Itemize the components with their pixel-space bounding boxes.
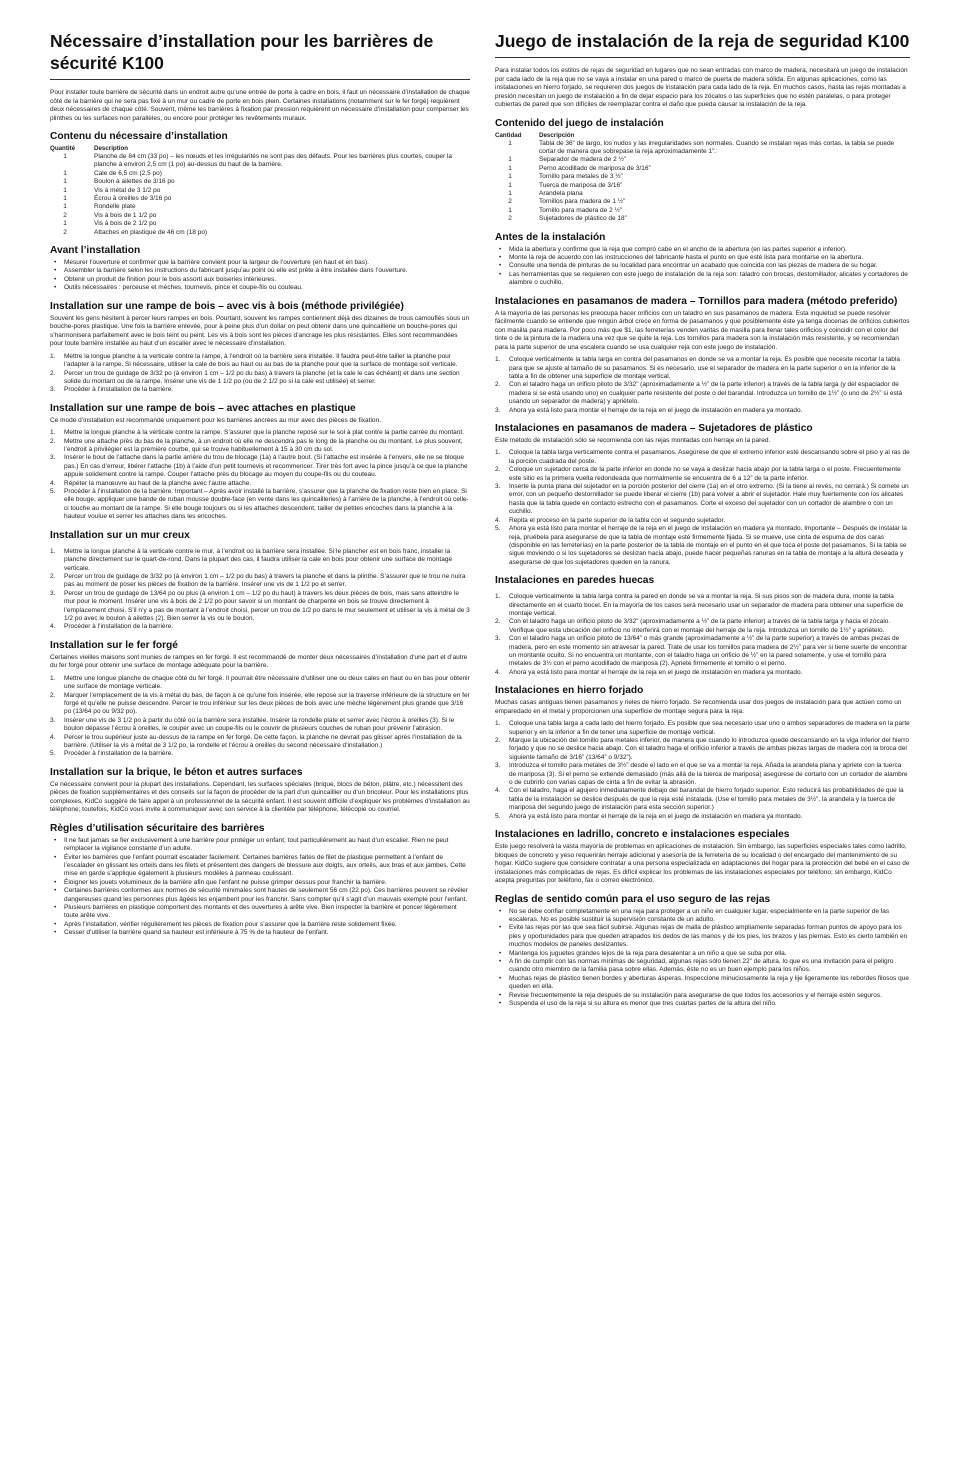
step-item [495, 720, 910, 737]
kit-desc: Vis à bois de 2 1/2 po [94, 220, 157, 228]
spacer [50, 671, 470, 674]
kit-row [50, 170, 470, 178]
bullet-item: • Consulte una tienda de pinturas de su localidad para encontrar un acabado que coincida con las piezas de madera de su hogar. [495, 262, 910, 270]
step-number: 3. [495, 406, 501, 414]
kit-row [50, 203, 470, 211]
step-number: 5. [495, 525, 501, 533]
step-number: 5. [50, 488, 56, 496]
step-text: Coloque verticalmente la tabla larga contra la pared en donde se va a montar la reja. Si sus pisos son de madera dura, monte la tabla directamente en el cuarto bocel. En la mayoría de los casos será necesario usar un separador de madera para obtener una superficie de montaje vertical. [509, 593, 904, 617]
step-item [495, 593, 910, 618]
desc-column-label: Descripción [539, 131, 575, 139]
step-list [50, 429, 470, 521]
bullet-item: • A fin de cumplir con las normas mínimas de seguridad, algunas rejas sólo tienen 22” de altura, lo que es una invitación para el peligro cuando otro miembro de la familia pasa sobre ellas. Además, éste no es un buen ejemplo para los niños. [495, 958, 910, 975]
kit-qty: 1 [508, 181, 512, 189]
step-number: 1. [50, 429, 56, 437]
spanish-column [495, 30, 910, 1008]
step-item [495, 517, 910, 525]
kit-row [495, 173, 910, 181]
step-text: Insérer une vis de 3 1/2 po à partir du côté où la barrière sera installée. Insérer la rondelle plate et serrer avec l’écrou à oreilles (3). Si le boulon dépasse l’écrou à oreilles, le couper avec un coupe-fils ou le couvrir de plusieurs couches de ruban pour prévenir l’abrasion. [64, 716, 455, 733]
before-list [495, 246, 910, 288]
step-item [50, 353, 470, 370]
spacer [50, 425, 470, 428]
section-intro: Muchas casas antiguas tienen pasamanos y rieles de hierro forjado. Se recomienda usar dos juegos de instalación para que actúen como un emparedado en el metal y proporcionen una superficie de montaje segura para la reja. [495, 699, 902, 715]
kit-desc: Cale de 6,5 cm (2,5 po) [94, 169, 162, 177]
bullet-item: • Las herramientas que se requieren con este juego de instalación de la reja son: taladro con brocas, destornillador, alicates y cortadores de alambre o cuchillo. [495, 271, 910, 288]
step-number: 4. [50, 623, 56, 631]
desc-column-label: Description [94, 145, 129, 152]
step-item [495, 762, 910, 787]
kit-qty: 1 [63, 178, 67, 186]
section-heading-s2: Installation sur une rampe de bois – avec attaches en plastique [50, 402, 356, 414]
qty-column-label: Quantité [50, 145, 76, 152]
section-heading-s6: Reglas de sentido común para el uso seguro de las rejas [495, 893, 771, 905]
step-list [50, 675, 470, 759]
kit-row [495, 165, 910, 173]
bullet-item: • Après l’installation, vérifier régulièrement les pièces de fixation pour s’assurer que la barrière reste solidement fixée. [50, 921, 470, 929]
kit-row [495, 198, 910, 206]
kit-desc: Planche de 84 cm (33 po) – les nœuds et les irrégularités ne sont pas des défauts. Pour les barrières plus courtes, couper la planche à environ 2,5 cm (1 po) au-dessus du haut de la barrière. [94, 153, 453, 169]
kit-qty: 1 [508, 164, 512, 172]
bullet-item: • Éloigner les jouets volumineux de la barrière afin que l’enfant ne puisse grimper dessus pour franchir la barrière. [50, 879, 470, 887]
bullet-item: • Evite las rejas por las que sea fácil subirse. Algunas rejas de malla de plástico ampliamente separadas forman puntos de apoyo para los pies y oportunidades para que queden atrapados los dedos de las manos y de los pies, los brazos y las piernas. Esto es cierto también en muchos modelos de paneles deslizantes. [495, 924, 910, 949]
step-text: Coloque la tabla larga verticalmente contra el pasamanos. Asegúrese de que el extremo inferior esté descansando sobre el piso y al ras de la porción cuadrada del poste. [509, 449, 910, 465]
spacer [495, 589, 910, 592]
kit-row [495, 207, 910, 215]
step-item [495, 787, 910, 812]
step-list [495, 593, 910, 677]
step-text: Con el taladro haga un orificio piloto de 3/32” (aproximadamente a ½” de la parte inferior) a través de la tabla larga (y del espaciador de madera si se está usando uno) en cualquier parte resistente del poste o del barandal. Introduzca un tornillo de 1½” (o uno de 2½” si está usando un separador de madera) y apriételo. [509, 381, 903, 406]
step-item [50, 717, 470, 734]
step-text: Introduzca el tornillo para metales de 3½” desde el lado en el que se va a montar la reja. Añada la arandela plana y apriete con la tuerca de mariposa (3). Si el perno se extiende demasiado (más allá de la tuerca de mariposa) asegúrese de cortarlo con un cortador de alambre o de cubrirlo con varias capas de cinta a fin de evitar la abrasión. [509, 762, 908, 787]
step-text: Repita el proceso en la parte superior de la tabla con el segundo sujetador. [509, 516, 726, 524]
section-heading-kit: Contenu du nécessaire d’installation [50, 131, 228, 142]
step-item [495, 407, 910, 415]
step-item [50, 734, 470, 751]
step-number: 3. [50, 716, 56, 724]
section-intro: Certaines vieilles maisons sont munies de rampes en fer forgé. Il est recommandé de monter deux nécessaires d’installation d’une part et d’autre du fer forgé pour obtenir une surface de montage adéquate pour la barrière. [50, 653, 468, 670]
step-text: Marquer l’emplacement de la vis à métal du bas, de façon à ce qu’une fois insérée, elle repose sur la traverse inférieure de la structure en fer forgé et qu’elle ne puisse descendre. Percer le trou inférieur sur les deux pièces de bois avec une mèche légèrement plus grande que 3/16 po (13/64 po ou 9/32 po). [64, 691, 470, 716]
section-heading-before: Avant l’installation [50, 245, 141, 257]
rule-list [50, 837, 470, 938]
kit-desc: Tornillos para madera de 1 ½” [539, 198, 626, 206]
bullet-item: • Mida la abertura y confirme que la reja que compró cabe en el ancho de la abertura (en las partes superior e inferior). [495, 246, 910, 254]
kit-desc: Vis à bois de 1 1/2 po [94, 211, 157, 219]
section-heading-s5: Instalaciones en ladrillo, concreto e instalaciones especiales [495, 829, 790, 841]
step-item [50, 692, 470, 717]
bullet-item: • Éviter les barrières que l’enfant pourrait escalader facilement. Certaines barrières faites de filet de plastique permettent à l’enfant de l’escalader en glissant les orteils dans les filets et présentent des dangers de blessure aux doigts, aux orteils, aux bras et aux jambes. Cette mise en garde s’applique également à plusieurs modèles à panneau coulissant. [50, 854, 470, 879]
section-heading-s3: Instalaciones en paredes huecas [495, 575, 655, 587]
document-title: Juego de instalación de la reja de seguridad K100 [495, 30, 910, 58]
kit-desc: Attaches en plastique de 46 cm (18 po) [94, 228, 208, 236]
step-item [495, 483, 910, 517]
step-list [495, 449, 910, 567]
step-text: Percer le trou supérieur juste au-dessus de la rampe en fer forgé. De cette façon, la planche ne devrait pas glisser après l’installation de la barrière. (Utiliser la vis à métal de 3 1/2 po, la rondelle et l’écrou à oreilles du second nécessaire d’installation.) [64, 733, 462, 749]
bullet-item: • Mantenga los juguetes grandes lejos de la reja para desalentar a un niño a que se suba por ella. [495, 950, 910, 958]
step-text: Coloque un sujetador cerca de la parte inferior en donde no se vaya a deslizar hacia abajo por la tabla larga o el poste. Frecuentemente este sitio es la primera vuelta redondeada que normalmente se encuentra de 6 a 12” de la parte inferior. [509, 466, 901, 482]
section-heading-kit: Contenido del juego de instalación [495, 117, 664, 129]
section-intro: Souvent les gens hésitent à percer leurs rampes en bois. Pourtant, souvent les rampes contiennent déjà des dizaines de trous camouflés sous un bouche-pores plastique. Une fois la barrière enlevée, pour à peine plus d’un dollar on peut obtenir dans une quincaillerie un bouche-pores qui s’harmonisera parfaitement avec le bois teint ou peint. Les vis à bois sont les pièces d’ancrage les plus résistantes. Elles sont recommandées pour toute barrière installée au haut d’un escalier avec le nécessaire d’installation. [50, 314, 470, 348]
spacer [495, 445, 910, 448]
kit-qty: 1 [63, 203, 67, 211]
kit-desc: Tornillo para madera de 2 ½” [539, 206, 623, 214]
step-item [50, 429, 470, 437]
step-number: 5. [495, 812, 501, 820]
section-intro: Ce mode d’installation est recommandé uniquement pour les barrières ancrées au mur avec des pièces de fixation. [50, 416, 381, 424]
spacer [495, 352, 910, 355]
step-text: Percer un trou de guidage de 3/32 po (à environ 1 cm – 1/2 po du bas) à travers la planche et dans la plinthe. S’assurer que le trou ne nuira pas au moment de poser les pièces de fixation de la barrière. Insérer une vis de 1 1/2 po et serrer. [64, 572, 466, 589]
step-text: Ahora ya está listo para montar el herraje de la reja en el juego de instalación en madera ya montado. [509, 668, 803, 676]
step-text: Ahora ya está listo para montar el herraje de la reja en el juego de instalación en madera ya montado. Importante – Después de instalar la reja, pruébela para asegurarse de que la tabla de montaje esté firmemente fijada. Si se mueve, use cinta de espuma de dos caras (disponible en las ferreterías) en la parte posterior de la tabla de montaje en el punto en el que toca el poste del pasamanos. Si la tabla se sigue moviendo o si los sujetadores se deslizan hacia abajo, puede hacer pequeñas ranuras en la tabla de montaje a la altura deseada y asegurarse de que los sujetadores queden en la ranura. [509, 525, 907, 566]
step-item [495, 449, 910, 466]
rule-list [495, 908, 910, 1009]
step-text: Mettre une longue planche de chaque côté du fer forgé. Il pourrait être nécessaire d’utiliser une ou deux cales en haut ou en bas pour obtenir une surface de montage verticale. [64, 674, 470, 691]
step-number: 2. [50, 572, 56, 580]
section-heading-s3: Installation sur un mur creux [50, 529, 190, 541]
step-number: 3. [50, 386, 56, 394]
step-number: 1. [50, 674, 56, 682]
bullet-item: • Suspenda el uso de la reja si su altura es menor que tres cuartas partes de la altura del niño. [495, 1000, 910, 1008]
kit-desc: Rondelle plate [94, 203, 136, 211]
step-number: 2. [495, 466, 501, 474]
bullet-item: • Obtenir un produit de finition pour le bois assorti aux boiseries intérieures. [50, 276, 470, 284]
bullet-item: • Certaines barrières conformes aux normes de sécurité minimales sont hautes de seulement 56 cm (22 po). Ces barrières peuvent se révéler dangereuses quand les personnes plus âgées les enjambent pour les franchir. Sans compter qu’il s’agit d’un mauvais exemple pour l’enfant. [50, 887, 470, 904]
step-item [50, 623, 470, 631]
bullet-item: • No se debe confiar completamente en una reja para proteger a un niño en cualquier lugar, especialmente en la parte superior de las escaleras. No es posible sustituir la supervisión constante de un adulto. [495, 908, 910, 925]
step-number: 2. [495, 737, 501, 744]
bullet-item: • Revise frecuentemente la reja después de su instalación para asegurarse de que todos los accesorios y el herraje estén seguros. [495, 992, 910, 1000]
section-heading-s1: Installation sur une rampe de bois – avec vis à bois (méthode privilégiée) [50, 300, 404, 312]
intro-paragraph: Pour installer toute barrière de sécurité dans un endroit autre qu’une entrée de porte à cadre en bois, il faut un nécessaire d’installation de chaque côté de la barrière qui ne sera pas fixé à un mur ou cadre de porte en bois plein. Certaines installations (notamment sur le fer forgé) requièrent deux nécessaires de chaque côté. Souvent, même les barrières à fixation par pression requièrent un nécessaire d’installation pour compenser les plinthes ou les surfaces non parallèles, ou encore pour protéger les revêtements muraux. [50, 89, 470, 122]
step-item [50, 386, 470, 394]
step-number: 4. [495, 668, 501, 676]
kit-qty: 1 [63, 195, 67, 203]
section-heading-s6: Règles d’utilisation sécuritaire des barrières [50, 822, 265, 834]
step-number: 1. [50, 352, 56, 360]
kit-desc: Tornillo para metales de 3 ½” [539, 173, 623, 181]
kit-qty: 2 [63, 228, 67, 236]
kit-qty: 1 [508, 206, 512, 214]
step-text: Ahora ya está listo para montar el herraje de la reja en el juego de instalación en madera ya montado. [509, 812, 803, 820]
section-heading-s1: Instalaciones en pasamanos de madera – Tornillos para madera (método preferido) [495, 295, 898, 307]
step-number: 1. [50, 547, 56, 555]
section-intro: Este juego resolverá la vasta mayoría de problemas en aplicaciones de instalación. Sin embargo, las superficies especiales tales como ladrillo, bloques de concreto y yeso requerirán herraje adicional y asesoría de la ferretería de su localidad o del encargado del mantenimiento de su hogar. KidCo sugiere que considere contratar a una persona especializada en adaptaciones del hogar para la protección del bebé en el caso de instalaciones más complicadas de rejas. Es difícil explicar los problemas de las instalaciones especiales por teléfono; sin embargo, KidCo acepta preguntas por teléfono, fax o correo electrónico. [495, 843, 910, 885]
step-item [50, 590, 470, 624]
kit-row [495, 215, 910, 223]
document-title: Nécessaire d’installation pour les barrières de sécurité K100 [50, 30, 470, 80]
step-item [495, 669, 910, 677]
step-number: 2. [495, 618, 501, 626]
section-heading-s4: Instalaciones en hierro forjado [495, 685, 644, 697]
section-heading-s5: Installation sur la brique, le béton et autres surfaces [50, 766, 303, 778]
step-text: Coloque verticalmente la tabla larga en contra del pasamanos en donde se va a montar la reja. Es posible que necesite recortar la tabla para que se ajuste al tamaño de su pasamanos. Si es necesario, use el separador de madera en la parte superior o en la inferior de la tabla a fin de obtener una superficie de montaje vertical. [509, 356, 900, 380]
bullet-item: • Assembler la barrière selon les instructions du fabricant jusqu’au point où elle est prête à être installée dans l’ouverture. [50, 267, 470, 275]
step-item [50, 370, 470, 387]
intro-paragraph: Para instalar todos los estilos de rejas de seguridad en lugares que no sean entradas con marco de madera, necesitará un juego de instalación por cada lado de la reja que no se vaya a instalar en una pared o marco de puerta de madera sólida. En algunas aplicaciones, como las instalaciones en hierro forjado, se requieren dos juegos de instalación para cada lado de la reja. En muchos casos, hasta las rejas montadas a presión necesitan un juego de instalación a fin de dejar espacio para los zócalos o las superficies que no estén paralelas, o para proteger cubiertas de pared que son difíciles de reemplazar contra el daño que pueda causar la instalación de la reja. [495, 67, 908, 108]
kit-desc: Tuerca de mariposa de 3/16” [539, 181, 623, 189]
spacer [50, 349, 470, 352]
kit-qty: 1 [63, 220, 67, 228]
step-list [50, 353, 470, 395]
kit-qty: 2 [508, 198, 512, 206]
bullet-item: • Outils nécessaires : perceuse et mèches, tournevis, pince et coupe-fils ou couteau. [50, 284, 470, 292]
step-number: 3. [495, 635, 501, 643]
french-column [50, 30, 470, 938]
kit-qty: 1 [508, 173, 512, 181]
step-number: 4. [50, 733, 56, 741]
step-item [495, 356, 910, 381]
section-intro: Este método de instalación sólo se recomienda con las rejas montadas con herraje en la pared. [495, 436, 771, 444]
kit-row [50, 153, 470, 170]
step-number: 5. [50, 750, 56, 758]
step-text: Con el taladro haga un orificio piloto de 13/64” o más grande (aproximadamente a ½” de la parte superior) a través de ambas piezas de madera, pero en este momento sin atravesar la pared. Trate de usar los tornillos para madera de 2½” para ver si tiene suerte de encontrar un montante oculto. Si no encuentra un montante, con el taladro haga un orificio de ½” en la pared solamente, y use el tornillo para metales de 3½ con el perno acodillado de mariposa (2). Apriete firmemente el tornillo o el perno. [509, 635, 908, 668]
step-number: 3. [495, 762, 501, 770]
step-number: 1. [495, 356, 501, 364]
section-intro: A la mayoría de las personas les preocupa hacer orificios con un taladro en sus pasamanos de madera. Esta inquietud se puede resolver fácilmente cuando se entiende que ningún árbol crece en forma de pasamanos y que posiblemente éste ya tenga docenas de orificios cubiertos con masilla para madera. Por poco más que $1, las ferreterías venden varitas de masilla para llenar tales orificios y coincidir con el color del tinte o de la pintura de la madera una vez que se quite la reja. Los tornillos para madera son la instalación más resistente, y se recomiendan para la parte superior de una escalera cuando se usa cualquier reja con este juego de instalación. [495, 309, 910, 351]
step-number: 3. [495, 483, 501, 491]
section-heading-s2: Instalaciones en pasamanos de madera – Sujetadores de plástico [495, 422, 813, 434]
step-text: Inserte la punta plana del sujetador en la porción posterior del cierre (1a) en el otro extremo. (Si la tiene al revés, no cerrará.) Si comete un error, con un pequeño destornillador se puede liberar el cierre (1b) para volver a abrir el sujetador. Hale muy fuertemente con los alicates hasta que la tabla quede en contacto estrecho con el pasamanos. Corte el exceso del sujetador con un cortador de alambre o con un cuchillo. [509, 483, 909, 516]
bullet-item: • Mesurer l’ouverture et confirmer que la barrière convient pour la largeur de l’ouverture (en haut et en bas). [50, 259, 470, 267]
step-number: 2. [495, 381, 501, 389]
step-item [50, 454, 470, 479]
kit-qty: 1 [508, 156, 512, 164]
before-list [50, 259, 470, 293]
kit-desc: Perno acodillado de mariposa de 3/16” [539, 164, 651, 172]
section-heading-s4: Installation sur le fer forgé [50, 639, 178, 651]
step-text: Procéder à l’installation de la barrière. Important – Après avoir installé la barrière, s’assurer que la planche de fixation reste bien en place. Si elle bouge, appliquer une bande de ruban mousse double-face (en vente dans les quincailleries) à l’arrière de la planche, à l’endroit où celle-ci touche au montant de la rampe. Si elle bouge toujours ou si les attaches descendent, tailler de petites encoches dans la planche à la hauteur voulue et serrer les attaches dans les encoches. [64, 488, 469, 521]
step-number: 4. [495, 516, 501, 524]
step-number: 2. [50, 691, 56, 699]
step-number: 4. [495, 787, 501, 795]
kit-desc: Sujetadores de plástico de 18” [539, 215, 627, 223]
bullet-item: • Il ne faut jamais se fier exclusivement à une barrière pour protéger un enfant, tout particulièrement au haut d’un escalier. Rien ne peut remplacer la vigilance constante d’un adulte. [50, 837, 470, 854]
step-list [50, 548, 470, 632]
step-text: Ahora ya está listo para montar el herraje de la reja en el juego de instalación en madera ya montado. [509, 406, 803, 414]
kit-desc: Vis à métal de 3 1/2 po [94, 186, 161, 194]
section-heading-before: Antes de la instalación [495, 231, 606, 243]
step-item [495, 618, 910, 635]
step-number: 2. [50, 369, 56, 377]
kit-row [495, 182, 910, 190]
kit-row [495, 140, 910, 157]
step-item [50, 750, 470, 758]
step-item [495, 381, 910, 406]
bullet-item: • Monte la reja de acuerdo con las instrucciones del fabricante hasta el punto en que esté lista para montarse en la abertura. [495, 254, 910, 262]
step-text: Mettre la longue planche à la verticale contre le mur, à l’endroit où la barrière sera installée. Si le plancher est en bois franc, installer la planche directement sur le quart-de-rond. Dans la plupart des cas, il faudra utiliser la cale en bois pour obtenir une surface de montage verticale. [64, 547, 453, 572]
kit-desc: Arandela plana [539, 189, 583, 197]
step-text: Procéder à l’installation de la barrière. [64, 623, 174, 631]
step-number: 4. [50, 479, 56, 487]
kit-row [50, 187, 470, 195]
step-number: 1. [495, 593, 501, 601]
step-item [50, 548, 470, 573]
step-number: 1. [495, 720, 501, 728]
step-text: Mettre une attache près du bas de la planche, à un endroit où elle ne descendra pas le long de la planche ou du montant. Le plus souvent, l’endroit à privilégier est la première courbe, qui se trouve habituellement à 15 à 30 cm du sol. [64, 437, 463, 454]
step-text: Mettre la longue planche à la verticale contre la rampe, à l’endroit où la barrière sera installée. Il faudra peut-être tailler la planche pour l’adapter à la rampe. Si nécessaire, utiliser la cale de bois au haut ou au bas de la planche pour que la surface de montage soit verticale. [64, 352, 458, 369]
step-number: 3. [50, 589, 56, 597]
kit-row [50, 229, 470, 237]
qty-column-label: Cantidad [495, 131, 522, 139]
step-list [495, 720, 910, 821]
kit-qty: 1 [508, 189, 512, 197]
bullet-item: • Plusieurs barrières en plastique comportent des montants et des ouvertures à arête vive. Bien inspecter la barrière et poncer légèrement toute arête vive. [50, 904, 470, 921]
section-intro: Ce nécessaire convient pour la plupart des installations. Cependant, les surfaces spéciales (brique, blocs de béton, plâtre, etc.) nécessitent des pièces de fixation supplémentaires et des conseils sur la façon de procéder de la part d’un quincaillier ou d’un bricoleur. Pour les installations plus complexes, KidCo suggère de faire appel à un professionnel de la sécurité enfant. Il est souvent difficile d’expliquer les problèmes d’installation au téléphone; toutefois, KidCo vous invite à communiquer avec son service à la clientèle par téléphone, télécopie ou courriel. [50, 780, 470, 814]
step-text: Con el taladro haga un orificio piloto de 3/32” (aproximadamente a ½” de la parte inferior) a través de la tabla larga y hacia el zócalo. Verifique que esta ubicación del orificio no interferirá con el montaje del herraje de la reja. Introduzca un tornillo de 1½” y apriételo. [509, 618, 891, 634]
step-item [495, 737, 910, 762]
kit-qty: 1 [63, 169, 67, 177]
spacer [50, 544, 470, 547]
kit-desc: Tabla de 36” de largo, los nudos y las irregularidades son normales. Cuando se instalan rejas más cortas, la tabla se puede cortar de manera que sobrepase la reja aproximadamente 1”. [539, 139, 895, 155]
step-number: 2. [50, 437, 56, 445]
step-text: Marque la ubicación del tornillo para metales inferior, de manera que cuando lo introduzca quede descansando en la viga inferior del hierro forjado y que no se deslice hacia abajo. Con el taladro haga el orificio inferior a través de ambas piezas largas de madera con la broca del siguiente tamaño de 3/16” (13/64” o 9/32”). [509, 737, 909, 761]
bullet-item: • Cesser d’utiliser la barrière quand sa hauteur est inférieure à 75 % de la hauteur de l’enfant. [50, 929, 470, 937]
step-item [50, 573, 470, 590]
kit-row [50, 195, 470, 203]
kit-qty: 2 [508, 215, 512, 223]
step-text: Répéter la manœuvre au haut de la planche avec l’autre attache. [64, 479, 252, 487]
kit-table-header [495, 132, 910, 140]
spacer [495, 716, 910, 719]
kit-row [50, 212, 470, 220]
step-item [495, 525, 910, 567]
step-item [50, 488, 470, 522]
kit-row [495, 156, 910, 164]
kit-desc: Boulon à ailettes de 3/16 po [94, 178, 175, 186]
step-number: 1. [495, 449, 501, 457]
step-text: Percer un trou de guidage de 13/64 po ou plus (à environ 1 cm – 1/2 po du haut) à travers les deux pièces de bois, mais sans atteindre le mur pour le moment. Insérer une vis à bois de 2 1/2 po pour savoir si un montant de charpente en bois se trouve directement à l’emplacement choisi. S’il n’y a pas de montant à l’endroit choisi, percer un trou de 1/2 po dans le mur seulement et utiliser la vis à métal de 3 1/2 po avec le boulon à ailettes (2). Bien serrer la vis ou le boulon. [64, 589, 470, 622]
kit-qty: 1 [63, 153, 67, 160]
step-list [495, 356, 910, 415]
kit-qty: 2 [63, 211, 67, 219]
kit-table-header [50, 145, 470, 153]
step-item [495, 813, 910, 821]
step-text: Mettre la longue planche à la verticale contre la rampe. S’assurer que la planche repose sur le sol à plat contre la partie carrée du montant. [64, 429, 464, 437]
kit-qty: 1 [63, 186, 67, 194]
kit-row [50, 178, 470, 186]
step-item [50, 438, 470, 455]
step-item [50, 480, 470, 488]
step-text: Percer un trou de guidage de 3/32 po (à environ 1 cm – 1/2 po du bas) à travers la planche (et la cale le cas échéant) et dans une section solide du montant ou de la rampe. Insérer une vis de 1 1/2 po (ou de 2 1/2 po si la cale est utilisée) et serrer. [64, 369, 460, 385]
step-text: Procéder à l’installation de la barrière. [64, 386, 174, 394]
kit-row [50, 220, 470, 228]
kit-qty: 1 [508, 139, 512, 147]
kit-desc: Écrou à oreilles de 3/16 po [94, 195, 172, 203]
step-item [50, 675, 470, 692]
step-item [495, 466, 910, 483]
kit-desc: Separador de madera de 2 ½” [539, 156, 627, 164]
bullet-item: • Muchas rejas de plástico tienen bordes y aberturas ásperas. Inspeccione minuciosamente la reja y lije ligeramente los rebordes filosos que queden en ella. [495, 975, 910, 992]
step-text: Insérer le bout de l’attache dans la partie arrière du trou de blocage (1a) à l’autre bout. (Si l’attache est insérée à l’envers, elle ne se bloque pas.) En cas d’erreur, libérer l’attache (1b) à l’aide d’un petit tournevis et recommencer. Tirer très fort avec la pince jusqu’à ce que la planche appuie solidement contre la rampe. Couper l’attache près du blocage au moyen du coupe-fils ou du couteau. [64, 454, 468, 479]
step-number: 3. [50, 454, 56, 462]
step-text: Procéder à l’installation de la barrière. [64, 750, 174, 758]
step-text: Coloque una tabla larga a cada lado del hierro forjado. Es posible que sea necesario usar uno o ambos separadores de madera en la parte superior y en la inferior a fin de tener una superficie de montaje vertical. [509, 720, 910, 736]
step-item [495, 635, 910, 669]
step-text: Con el taladro, haga el agujero inmediatamente debajo del barandal de hierro forjado superior. Esto reducirá las probabilidades de que la tabla de la instalación se deslice después de que la reja esté instalada. (Use el tornillo para metales de 3½”, la arandela y la tuerca de mariposa del segundo juego de instalación para esta sección superior.) [509, 787, 904, 812]
